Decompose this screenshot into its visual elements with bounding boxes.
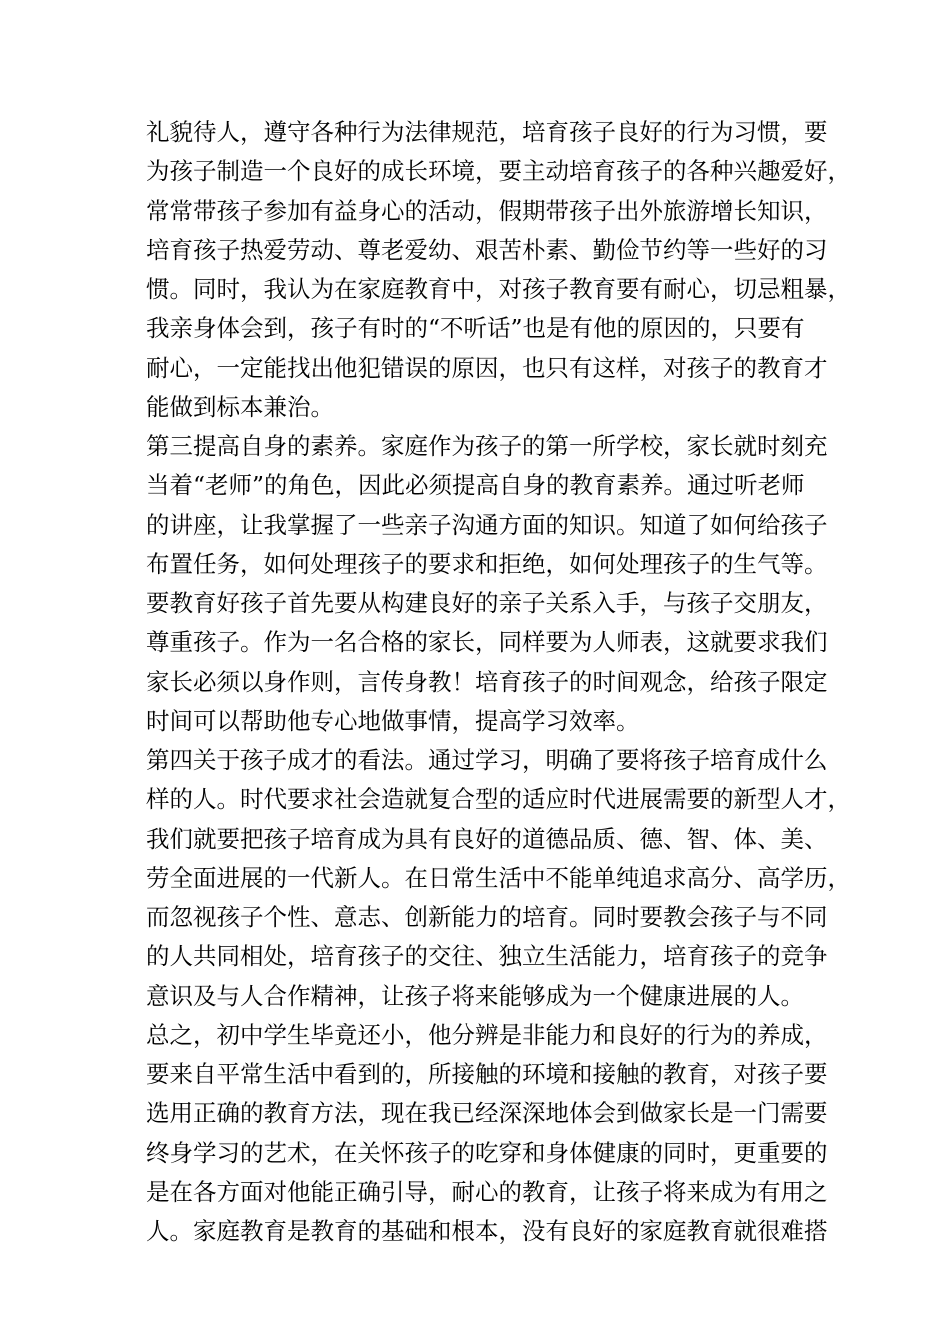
text-line: 要来自平常生活中看到的，所接触的环境和接触的教育，对孩子要 (146, 1060, 828, 1088)
text-line: 意识及与人合作精神，让孩子将来能够成为一个健康进展的人。 (146, 981, 804, 1010)
text-line: 为孩子制造一个良好的成长环境，要主动培育孩子的各种兴趣爱好， (146, 157, 851, 186)
text-line: 选用正确的教育方法，现在我已经深深地体会到做家长是一门需要 (146, 1099, 828, 1128)
text-line: 布置任务，如何处理孩子的要求和拒绝，如何处理孩子的生气等。 (146, 549, 828, 578)
text-line: 尊重孩子。作为一名合格的家长，同样要为人师表，这就要求我们 (146, 628, 828, 657)
text-line: 耐心，一定能找出他犯错误的原因，也只有这样，对孩子的教育才 (146, 353, 828, 382)
text-line: 总之，初中学生毕竟还小，他分辨是非能力和良好的行为的养成， (146, 1020, 828, 1049)
text-line: 的人共同相处，培育孩子的交往、独立生活能力，培育孩子的竞争 (146, 942, 828, 971)
text-line: 终身学习的艺术，在关怀孩子的吃穿和身体健康的同时，更重要的 (146, 1138, 828, 1167)
text-line: 惯。同时，我认为在家庭教育中，对孩子教育要有耐心，切忌粗暴， (146, 275, 851, 303)
text-line: 礼貌待人，遵守各种行为法律规范，培育孩子良好的行为习惯，要 (146, 118, 828, 146)
text-line: 我们就要把孩子培育成为具有良好的道德品质、德、智、体、美、 (146, 824, 828, 853)
text-line: 我亲身体会到，孩子有时的“不听话”也是有他的原因的，只要有 (146, 314, 805, 343)
text-line: 第四关于孩子成才的看法。通过学习，明确了要将孩子培育成什么 (146, 746, 828, 774)
text-line: 人。家庭教育是教育的基础和根本，没有良好的家庭教育就很难搭 (146, 1217, 828, 1245)
text-line: 第三提高自身的素养。家庭作为孩子的第一所学校，家长就时刻充 (146, 432, 828, 460)
text-line: 的讲座，让我掌握了一些亲子沟通方面的知识。知道了如何给孩子 (146, 510, 828, 539)
text-line: 是在各方面对他能正确引导，耐心的教育，让孩子将来成为有用之 (146, 1177, 828, 1206)
text-line: 家长必须以身作则，言传身教！培育孩子的时间观念，给孩子限定 (146, 667, 828, 696)
text-line: 劳全面进展的一代新人。在日常生活中不能单纯追求高分、高学历， (146, 863, 851, 892)
text-line: 而忽视孩子个性、意志、创新能力的培育。同时要教会孩子与不同 (146, 903, 828, 931)
text-line: 培育孩子热爱劳动、尊老爱幼、艰苦朴素、勤俭节约等一些好的习 (146, 235, 828, 264)
document-body (146, 113, 851, 1251)
text-line: 能做到标本兼治。 (146, 392, 334, 421)
text-line: 常常带孩子参加有益身心的活动，假期带孩子出外旅游增长知识， (146, 196, 828, 225)
text-line: 样的人。时代要求社会造就复合型的适应时代进展需要的新型人才， (146, 785, 851, 814)
text-line: 当着“老师”的角色，因此必须提高自身的教育素养。通过听老师 (146, 471, 805, 500)
text-line: 时间可以帮助他专心地做事情，提高学习效率。 (146, 706, 640, 735)
text-line: 要教育好孩子首先要从构建良好的亲子关系入手，与孩子交朋友， (146, 589, 828, 617)
